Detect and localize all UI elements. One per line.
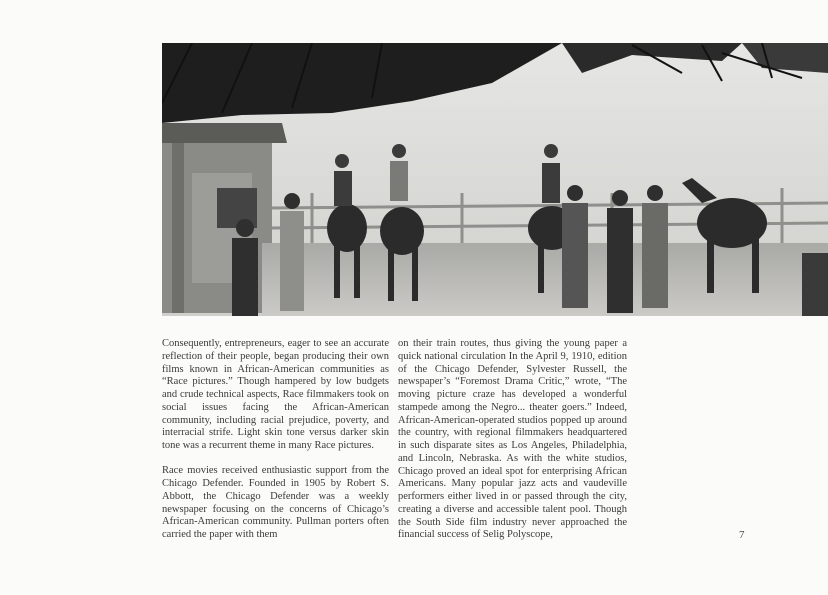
paragraph: Race movies received enthusiastic support from the Chicago Defender. Founded in 1905 by Robert S. Abbott, the Chicago Defender was a weekly newspaper focusing on the concerns of Chicago’s African-American community. Pullman porters often carried the paper with them bbox=[162, 465, 389, 540]
paragraph: Consequently, entrepreneurs, eager to see an accurate reflection of their people, began producing their own films known in African-American communities as “Race pictures.” Though hampered by low budgets and crude technical aspects, Race filmmakers took on social issues facing the African-American community, including racial prejudice, poverty, and interracial strife. Light skin tone versus darker skin tone was a recurrent theme in many Race pictures. bbox=[162, 338, 389, 451]
page-number: 7 bbox=[739, 529, 745, 541]
film-set-photograph bbox=[162, 43, 828, 316]
text-column-left bbox=[162, 338, 389, 542]
text-column-right bbox=[398, 338, 627, 542]
paragraph: on their train routes, thus giving the young paper a quick national circulation In the April 9, 1910, edition of the Chicago Defender, Sylvester Russell, the newspaper’s “Foremost Drama Critic,” wrote, “The moving picture craze has developed a wonderful stampede among the Negro... theater goers.” Indeed, African-American-operated studios popped up around the country, with regional filmmakers headquartered in such disparate sites as Los Angeles, Philadelphia, and Lincoln, Nebraska. As with the white studios, Chicago proved an ideal spot for enterprising African Americans. Many popular jazz acts and vaudeville performers either lived in or passed through the city, creating a diverse and accessible talent pool. Though the South Side film industry never approached the financial success of Selig Polyscope, bbox=[398, 338, 627, 541]
